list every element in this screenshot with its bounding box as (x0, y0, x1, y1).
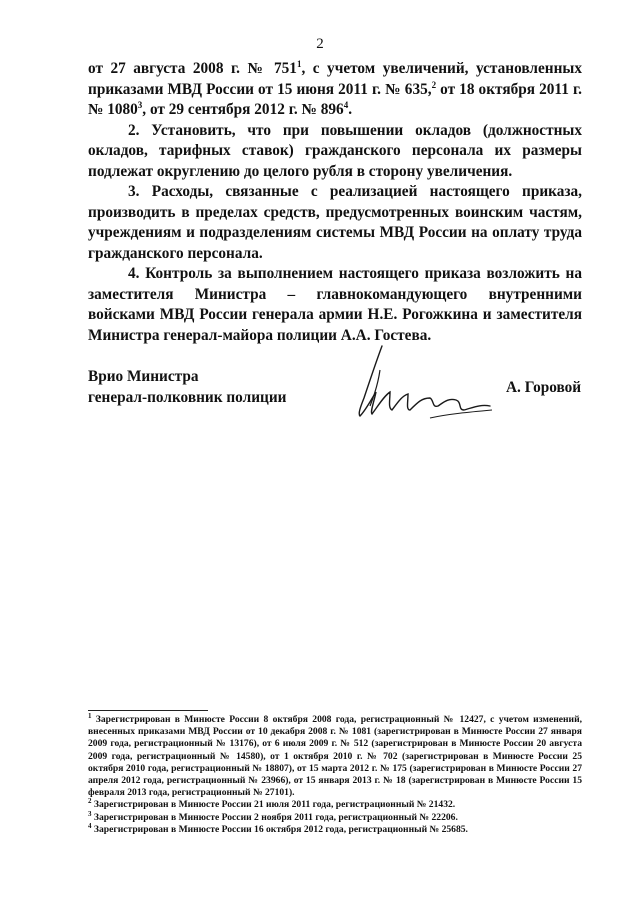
paragraph-1-text: , с учетом увеличений, установленных приказами МВД России от 15 июня 2011 г. № 635, (88, 60, 582, 98)
footnote-divider (88, 710, 208, 711)
handwritten-signature (340, 340, 500, 435)
footnote-ref-4: 4 (343, 99, 349, 110)
footnote-1 (88, 711, 582, 799)
footnote-ref-1: 1 (296, 58, 302, 69)
footnote-text: Зарегистрирован в Минюсте России 21 июля 2011 года, регистрационный № 21432. (91, 799, 456, 811)
footnote-ref-2: 2 (431, 79, 437, 90)
paragraph-1 (88, 59, 582, 121)
footnote-text: Зарегистрирован в Минюсте России 16 октября 2012 года, регистрационный № 25685. (91, 823, 468, 835)
footnote-marker: 3 (88, 809, 92, 818)
footnote-text: Зарегистрирован в Минюсте России 2 ноября 2011 года, регистрационный № 22206. (91, 811, 458, 823)
signatory-position-line-1: Врио Министра (88, 368, 199, 385)
signatory-position (88, 366, 286, 408)
footnote-4 (88, 821, 582, 836)
footnote-text: Зарегистрирован в Минюсте России 8 октября 2008 года, регистрационный № 12427, с учетом изменений, внесенных приказами МВД России от 10 декабря 2008 г. № 1081 (зарегистрирован в Минюсте России 27 января 2009 года, регистрационный № 13176), от 6 июля 2009 г. № 512 (зарегистрирован в Минюсте России 20 августа 2009 года, регистрационный № 14580), от 1 октября 2010 г. № 702 (зарегистрирован в Минюсте России 25 октября 2010 года, регистрационный № 18807), от 15 марта 2012 г. № 175 (зарегистрирован в Минюсте России 27 апреля 2012 года, регистрационный № 23966), от 15 января 2013 г. № 18 (зарегистрирован в Минюсте России 15 февраля 2013 года, регистрационный № 27101). (88, 714, 582, 799)
paragraph-3: 3. Расходы, связанные с реализацией настоящего приказа, производить в пределах средств, предусмотренных воинским частям, учреждениям и подразделениям системы МВД России на оплату труда гражданского персонала. (88, 183, 582, 262)
paragraph-1-text: , от 29 сентября 2012 г. № 896 (142, 101, 344, 118)
footnote-2 (88, 799, 582, 811)
paragraph-1-text: от 27 августа 2008 г. № 751 (88, 60, 297, 77)
footnote-marker: 2 (88, 797, 92, 806)
paragraph-4: 4. Контроль за выполнением настоящего приказа возложить на заместителя Министра – главнокомандующего внутренними войсками МВД России генерала армии Н.Е. Рогожкина и заместителя Министра генерал-майора полиции А.А. Гостева. (88, 265, 582, 344)
signatory-position-line-2: генерал-полковник полиции (88, 389, 287, 406)
paragraph-2: 2. Установить, что при повышении окладов (должностных окладов, тарифных ставок) гражданского персонала их размеры подлежат округлению до целого рубля в сторону увеличения. (88, 121, 582, 180)
footnote-marker: 1 (88, 711, 92, 720)
footnote-marker: 4 (88, 821, 92, 830)
footnotes (88, 711, 582, 836)
page-number: 2 (316, 36, 324, 52)
footnote-ref-3: 3 (137, 99, 143, 110)
signer-name: А. Горовой (506, 379, 582, 396)
paragraph-1-text: от 18 октября 2011 г. № 1080 (88, 80, 582, 118)
order-body (88, 59, 582, 346)
paragraph-1-text: . (348, 101, 353, 118)
footnote-3 (88, 809, 582, 824)
